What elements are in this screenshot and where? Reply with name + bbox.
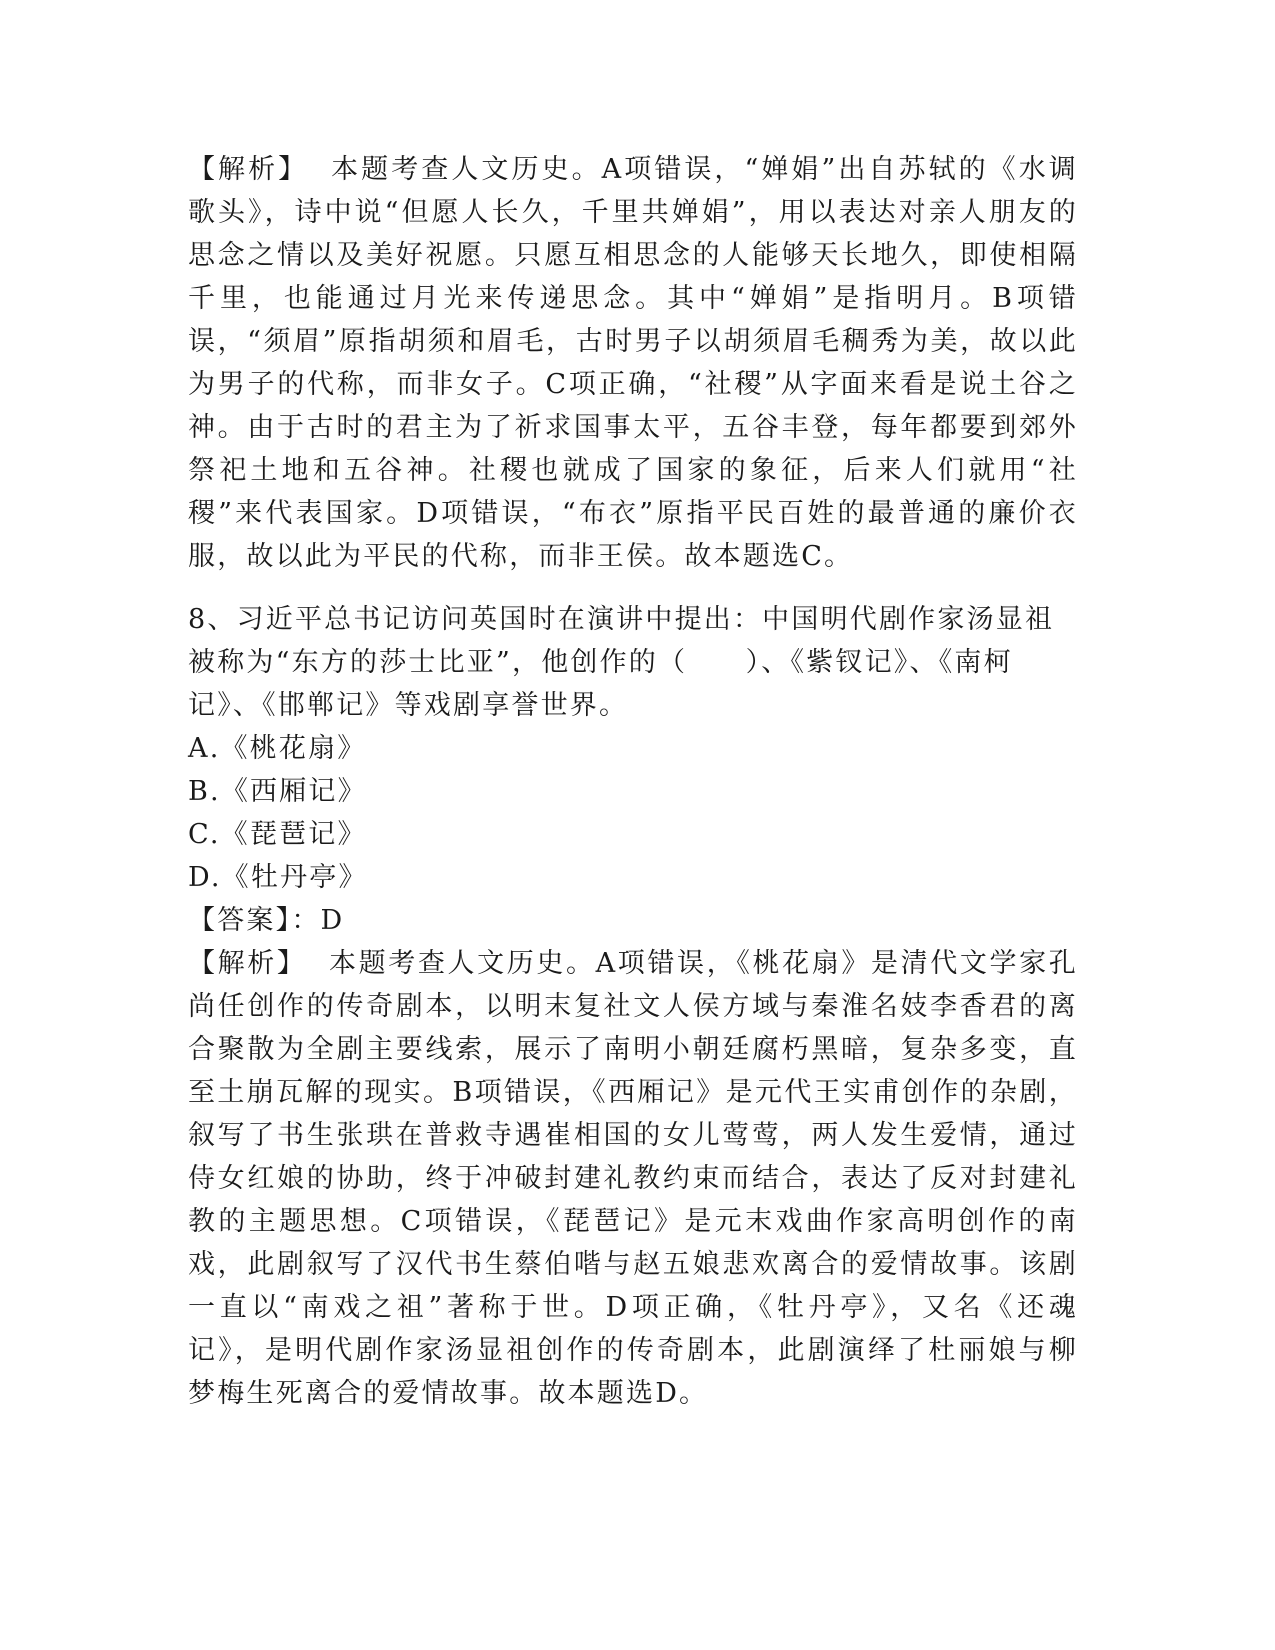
option-a: A.《桃花扇》 [188, 733, 367, 764]
answer-line [188, 899, 1078, 942]
option-b: B.《西厢记》 [188, 776, 367, 807]
analysis-label: 【解析】 [188, 948, 307, 979]
option-d: D.《牡丹亭》 [188, 862, 368, 893]
page-content [188, 148, 1078, 1415]
question-options [188, 727, 1078, 899]
answer-label: 【答案】 [188, 905, 292, 936]
question-analysis [188, 942, 1078, 1415]
analysis-text: 本题考查人文历史。A项错误，“婵娟”出自苏轼的《水调歌头》，诗中说“但愿人长久，千里共婵娟”，用以表达对亲人朋友的思念之情以及美好祝愿。只愿互相思念的人能够天长地久，即使相隔千里，也能通过月光来传递思念。其中“婵娟”是指明月。B项错误，“须眉”原指胡须和眉毛，古时男子以胡须眉毛稠秀为美，故以此为男子的代称，而非女子。C项正确，“社稷”从字面来看是说土谷之神。由于古时的君主为了祈求国事太平，五谷丰登，每年都要到郊外祭祀土地和五谷神。社稷也就成了国家的象征，后来人们就用“社稷”来代表国家。D项错误，“布衣”原指平民百姓的最普通的廉价衣服，故以此为平民的代称，而非王侯。故本题选C。 [188, 154, 1078, 572]
previous-analysis [188, 148, 1078, 578]
question-stem: 8、习近平总书记访问英国时在演讲中提出：中国明代剧作家汤显祖被称为“东方的莎士比亚”，他创作的（ ）、《紫钗记》、《南柯记》、《邯郸记》等戏剧享誉世界。 [188, 604, 1055, 721]
answer-value: ：D [291, 905, 345, 936]
option-c: C.《琵琶记》 [188, 819, 367, 850]
analysis-text: 本题考查人文历史。A项错误，《桃花扇》是清代文学家孔尚任创作的传奇剧本，以明末复社文人侯方域与秦淮名妓李香君的离合聚散为全剧主要线索，展示了南明小朝廷腐朽黑暗，复杂多变，直至土崩瓦解的现实。B项错误，《西厢记》是元代王实甫创作的杂剧，叙写了书生张珙在普救寺遇崔相国的女儿莺莺，两人发生爱情，通过侍女红娘的协助，终于冲破封建礼教约束而结合，表达了反对封建礼教的主题思想。C项错误，《琵琶记》是元末戏曲作家高明创作的南戏，此剧叙写了汉代书生蔡伯喈与赵五娘悲欢离合的爱情故事。该剧一直以“南戏之祖”著称于世。D项正确，《牡丹亭》，又名《还魂记》，是明代剧作家汤显祖创作的传奇剧本，此剧演绎了杜丽娘与柳梦梅生死离合的爱情故事。故本题选D。 [188, 948, 1078, 1409]
analysis-label: 【解析】 [188, 154, 309, 185]
